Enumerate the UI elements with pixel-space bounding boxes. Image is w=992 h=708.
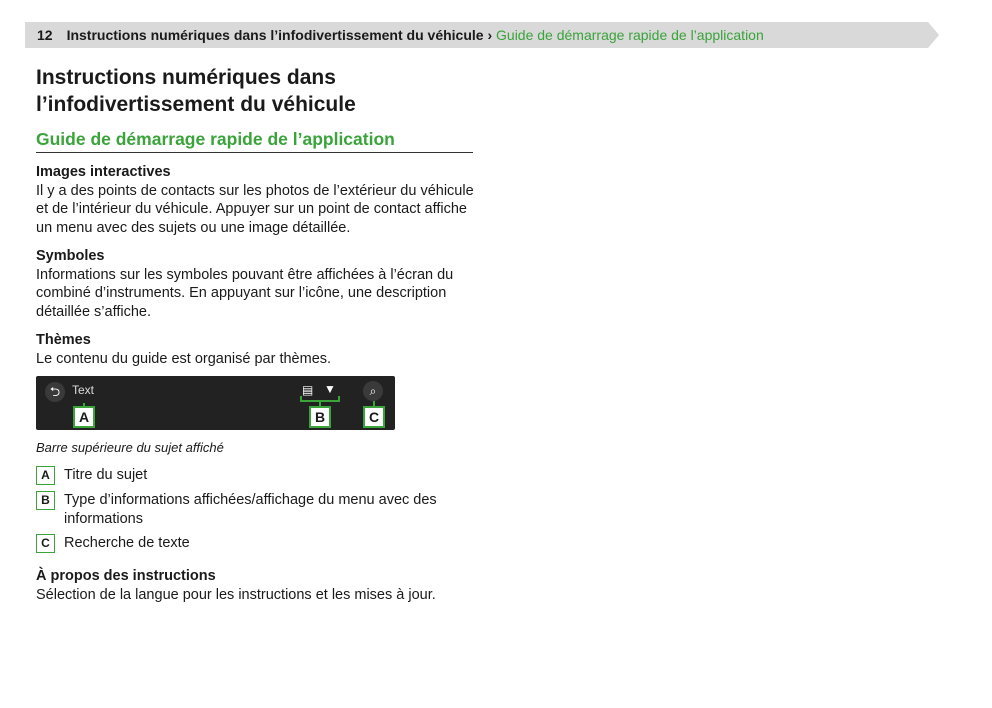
legend-key: B: [36, 491, 55, 510]
header-arrow: [928, 22, 939, 48]
legend-key: C: [36, 534, 55, 553]
legend-text: Recherche de texte: [64, 535, 190, 551]
block-symbols: [36, 247, 476, 321]
callout-b-bracket-right: [338, 396, 340, 402]
block-heading: À propos des instructions: [36, 568, 216, 584]
page-number: 12: [37, 27, 53, 43]
block-about-instructions: [36, 567, 476, 604]
legend-text: Type d’informations affichées/affichage du menu avec des informations: [64, 492, 437, 527]
topic-top-bar-figure: [36, 376, 395, 430]
block-text: Il y a des points de contacts sur les photos de l’extérieur du véhicule et de l’intérieur du véhicule. Appuyer sur un point de contact affiche un menu avec des sujets ou une image détaillée.: [36, 182, 474, 236]
callout-a: A: [73, 406, 95, 428]
callout-b-bracket-left: [300, 396, 302, 402]
callout-c: C: [363, 406, 385, 428]
search-icon: ⌕: [363, 381, 383, 401]
topic-title-text: Text: [72, 383, 95, 397]
header-separator: ›: [487, 27, 493, 43]
folder-icon: ▤: [302, 383, 314, 397]
header-section: Guide de démarrage rapide de l’application: [496, 27, 764, 43]
block-text: Sélection de la langue pour les instructions et les mises à jour.: [36, 586, 436, 603]
block-themes: [36, 331, 476, 368]
block-interactive-images: [36, 163, 476, 237]
callout-b: B: [309, 406, 331, 428]
back-arrow-icon: ⮌: [45, 382, 65, 402]
header-chapter: Instructions numériques dans l’infodivertissement du véhicule: [66, 27, 484, 43]
block-text: Le contenu du guide est organisé par thèmes.: [36, 350, 332, 367]
dropdown-triangle-icon: ▼: [324, 382, 336, 396]
block-text: Informations sur les symboles pouvant être affichées à l’écran du combiné d’instruments. En appuyant sur l’icône, une description détaillée s’affiche.: [36, 266, 454, 320]
figure-caption: Barre supérieure du sujet affiché: [36, 440, 224, 455]
block-heading: Symboles: [36, 248, 105, 264]
section-title: Guide de démarrage rapide de l’application: [36, 128, 473, 153]
block-heading: Thèmes: [36, 332, 91, 348]
legend-text: Titre du sujet: [64, 467, 148, 483]
block-heading: Images interactives: [36, 164, 171, 180]
running-header: [37, 27, 764, 43]
legend-key: A: [36, 466, 55, 485]
page-title: Instructions numériques dans l’infodivertissement du véhicule: [36, 66, 356, 116]
